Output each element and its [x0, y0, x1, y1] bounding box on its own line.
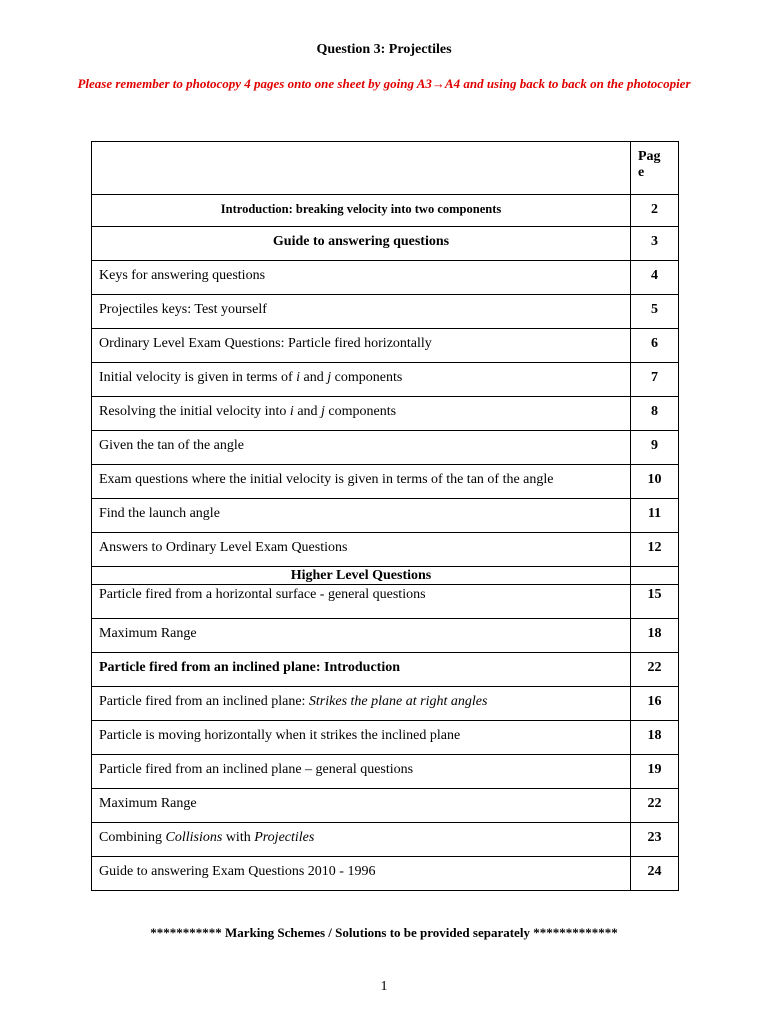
row-page: 3 — [631, 227, 679, 261]
table-row — [92, 823, 679, 857]
table-row — [92, 295, 679, 329]
row-page: 18 — [631, 619, 679, 653]
row-label: Maximum Range — [92, 789, 631, 823]
section-heading: Higher Level Questions — [92, 567, 631, 585]
row-label: Resolving the initial velocity into i and j components — [92, 397, 631, 431]
row-label: Combining Collisions with Projectiles — [92, 823, 631, 857]
row-label: Projectiles keys: Test yourself — [92, 295, 631, 329]
photocopy-notice: Please remember to photocopy 4 pages onto one sheet by going A3→A4 and using back to back on the photocopier — [77, 76, 691, 91]
row-page: 22 — [631, 653, 679, 687]
document-title: Question 3: Projectiles — [316, 42, 452, 57]
table-row — [92, 363, 679, 397]
row-page: 5 — [631, 295, 679, 329]
row-page: 6 — [631, 329, 679, 363]
row-label: Particle fired from an inclined plane: Strikes the plane at right angles — [92, 687, 631, 721]
row-label: Keys for answering questions — [92, 261, 631, 295]
page-column-header: Pag e — [631, 142, 679, 195]
table-row — [92, 789, 679, 823]
table-row — [92, 721, 679, 755]
row-page: 18 — [631, 721, 679, 755]
row-page: 12 — [631, 533, 679, 567]
table-row — [92, 227, 679, 261]
row-page: 23 — [631, 823, 679, 857]
row-page: 8 — [631, 397, 679, 431]
row-page: 19 — [631, 755, 679, 789]
table-row — [92, 195, 679, 227]
row-label: Exam questions where the initial velocity is given in terms of the tan of the angle — [92, 465, 631, 499]
row-label: Guide to answering Exam Questions 2010 - 1996 — [92, 857, 631, 891]
table-row — [92, 653, 679, 687]
table-row — [92, 687, 679, 721]
row-label: Particle fired from an inclined plane – general questions — [92, 755, 631, 789]
table-row — [92, 261, 679, 295]
row-label: Introduction: breaking velocity into two components — [92, 195, 631, 227]
table-header-row — [92, 142, 679, 195]
table-row — [92, 585, 679, 619]
row-label: Particle fired from a horizontal surface - general questions — [92, 585, 631, 619]
row-page: 9 — [631, 431, 679, 465]
row-label: Particle fired from an inclined plane: Introduction — [92, 653, 631, 687]
table-row — [92, 397, 679, 431]
table-row — [92, 329, 679, 363]
row-label: Guide to answering questions — [92, 227, 631, 261]
row-page: 15 — [631, 585, 679, 619]
row-label: Answers to Ordinary Level Exam Questions — [92, 533, 631, 567]
table-row — [92, 499, 679, 533]
table-row — [92, 431, 679, 465]
page-number: 1 — [380, 979, 388, 994]
table-row — [92, 755, 679, 789]
table-row — [92, 465, 679, 499]
row-page: 2 — [631, 195, 679, 227]
row-page: 16 — [631, 687, 679, 721]
row-page: 24 — [631, 857, 679, 891]
row-label: Initial velocity is given in terms of i and j components — [92, 363, 631, 397]
row-label: Ordinary Level Exam Questions: Particle fired horizontally — [92, 329, 631, 363]
row-page: 4 — [631, 261, 679, 295]
row-page — [631, 567, 679, 585]
row-label: Find the launch angle — [92, 499, 631, 533]
row-label: Maximum Range — [92, 619, 631, 653]
table-row — [92, 857, 679, 891]
row-page: 22 — [631, 789, 679, 823]
row-page: 10 — [631, 465, 679, 499]
table-row — [92, 619, 679, 653]
row-page: 7 — [631, 363, 679, 397]
table-row — [92, 533, 679, 567]
contents-table — [91, 141, 679, 891]
row-label: Given the tan of the angle — [92, 431, 631, 465]
row-page: 11 — [631, 499, 679, 533]
section-heading-row — [92, 567, 679, 585]
marking-schemes-note: *********** Marking Schemes / Solutions to be provided separately ************* — [150, 925, 618, 940]
row-label: Particle is moving horizontally when it strikes the inclined plane — [92, 721, 631, 755]
